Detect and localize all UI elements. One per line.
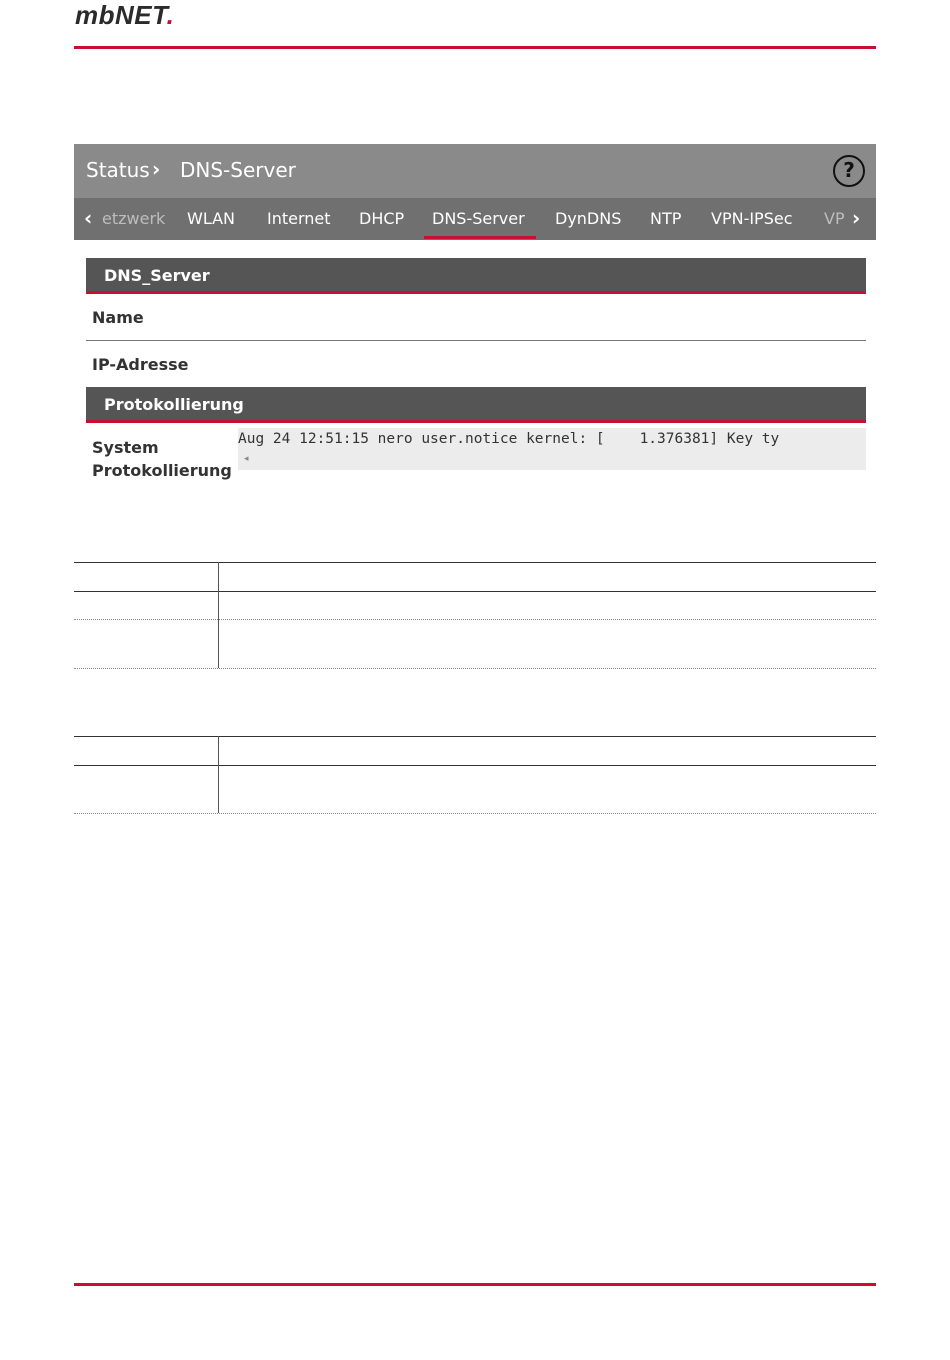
tab-vpn-ipsec[interactable]: VPN-IPSec xyxy=(711,209,793,228)
table-column-divider xyxy=(218,736,219,813)
active-tab-indicator xyxy=(424,236,536,239)
field-label-system: System xyxy=(92,438,159,457)
ui-screenshot-panel xyxy=(74,144,876,486)
breadcrumb-current: DNS-Server xyxy=(180,158,296,182)
section-title: DNS_Server xyxy=(104,266,210,285)
header-rule xyxy=(74,46,876,49)
table-column-divider xyxy=(218,562,219,668)
field-label-ip-adresse: IP-Adresse xyxy=(92,355,189,374)
help-icon[interactable]: ? xyxy=(833,155,865,187)
tab-vpn-truncated[interactable]: VP xyxy=(824,209,845,228)
footer-rule xyxy=(74,1283,876,1286)
table-rule xyxy=(74,736,876,737)
section-title: Protokollierung xyxy=(104,395,244,414)
chevron-left-icon[interactable]: ‹ xyxy=(84,206,93,230)
tab-dhcp[interactable]: DHCP xyxy=(359,209,405,228)
section-header-protokollierung xyxy=(86,387,866,423)
table-rule xyxy=(74,668,876,669)
log-line: Aug 24 12:51:15 nero user.notice kernel: [ 1.376381] Key ty xyxy=(238,431,780,447)
chevron-right-icon[interactable]: › xyxy=(852,206,861,230)
chevron-right-icon: › xyxy=(152,157,161,181)
section-header-dns-server xyxy=(86,258,866,294)
table-rule xyxy=(74,813,876,814)
table-rule xyxy=(74,765,876,766)
tab-internet[interactable]: Internet xyxy=(267,209,331,228)
system-log-textarea[interactable] xyxy=(238,428,866,470)
tab-dyndns[interactable]: DynDNS xyxy=(555,209,622,228)
tab-wlan[interactable]: WLAN xyxy=(187,209,236,228)
tab-bar xyxy=(74,198,876,240)
field-label-protokollierung: Protokollierung xyxy=(92,461,232,480)
mbnet-logo: mbNET. xyxy=(75,0,175,30)
table-rule xyxy=(74,562,876,563)
field-label-name: Name xyxy=(92,308,144,327)
tab-netzwerk[interactable]: etzwerk xyxy=(102,209,166,228)
scroll-left-icon[interactable]: ◂ xyxy=(244,454,249,464)
table-rule xyxy=(74,591,876,592)
row-divider xyxy=(86,340,866,341)
breadcrumb-status[interactable]: Status xyxy=(86,158,150,182)
tab-ntp[interactable]: NTP xyxy=(650,209,682,228)
table-rule xyxy=(74,619,876,620)
tab-dns-server[interactable]: DNS-Server xyxy=(432,209,525,228)
status-bar xyxy=(74,144,876,198)
